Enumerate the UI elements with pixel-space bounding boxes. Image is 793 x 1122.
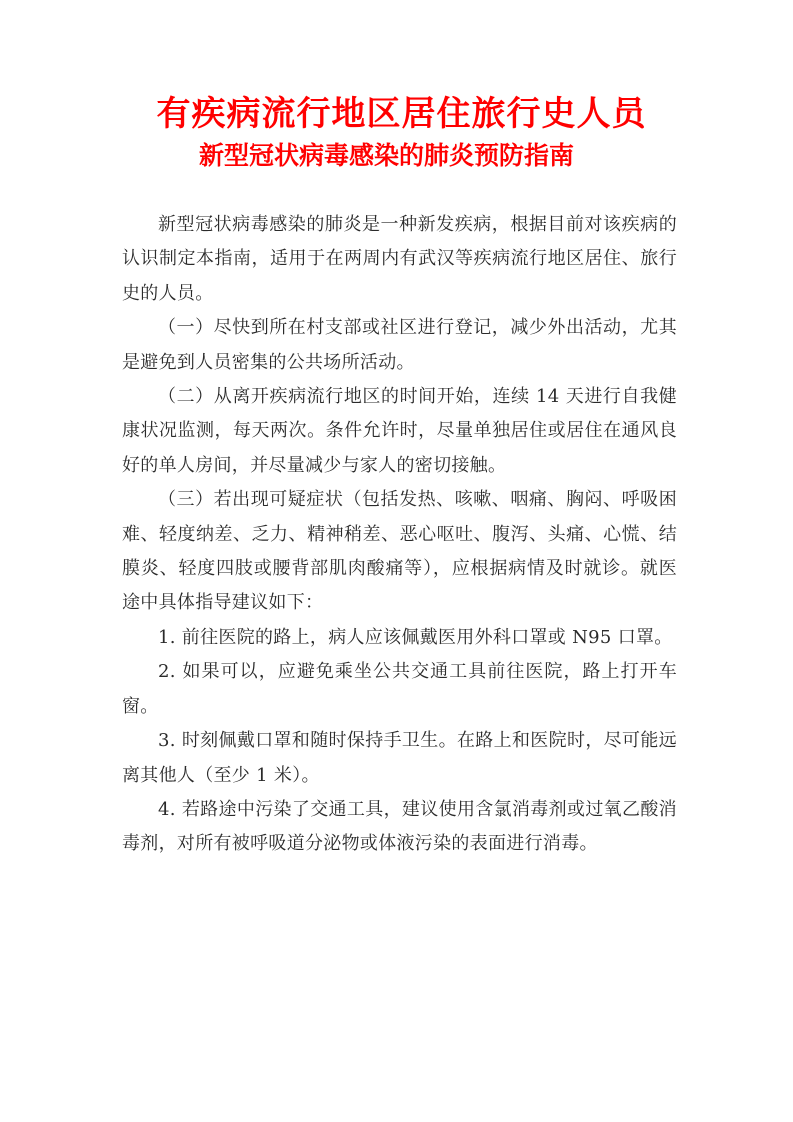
- advice-item-4: 4. 若路途中污染了交通工具，建议使用含氯消毒剂或过氧乙酸消毒剂，对所有被呼吸道分泌物或体液污染的表面进行消毒。: [122, 798, 677, 855]
- section-one-paragraph: （一）尽快到所在村支部或社区进行登记，减少外出活动，尤其是避免到人员密集的公共场所活动。: [122, 317, 677, 373]
- advice-item-2: 2. 如果可以，应避免乘坐公共交通工具前往医院，路上打开车窗。: [122, 661, 677, 717]
- document-subtitle: 新型冠状病毒感染的肺炎预防指南: [198, 141, 574, 170]
- intro-paragraph: 新型冠状病毒感染的肺炎是一种新发疾病，根据目前对该疾病的认识制定本指南，适用于在两周内有武汉等疾病流行地区居住、旅行史的人员。: [122, 214, 677, 304]
- document-body: [122, 208, 677, 862]
- advice-item-3: 3. 时刻佩戴口罩和随时保持手卫生。在路上和医院时，尽可能远离其他人（至少 1 米）。: [122, 730, 677, 786]
- section-two-paragraph: （二）从离开疾病流行地区的时间开始，连续 14 天进行自我健康状况监测，每天两次。条件允许时，尽量单独居住或居住在通风良好的单人房间，并尽量减少与家人的密切接触。: [122, 386, 677, 476]
- advice-item-1: 1. 前往医院的路上，病人应该佩戴医用外科口罩或 N95 口罩。: [158, 626, 673, 648]
- document-title: 有疾病流行地区居住旅行史人员: [156, 94, 647, 134]
- section-three-paragraph: （三）若出现可疑症状（包括发热、咳嗽、咽痛、胸闷、呼吸困难、轻度纳差、乏力、精神稍差、恶心呕吐、腹泻、头痛、心慌、结膜炎、轻度四肢或腰背部肌肉酸痛等），应根据病情及时就诊。就医途中具体指导建议如下：: [122, 489, 677, 614]
